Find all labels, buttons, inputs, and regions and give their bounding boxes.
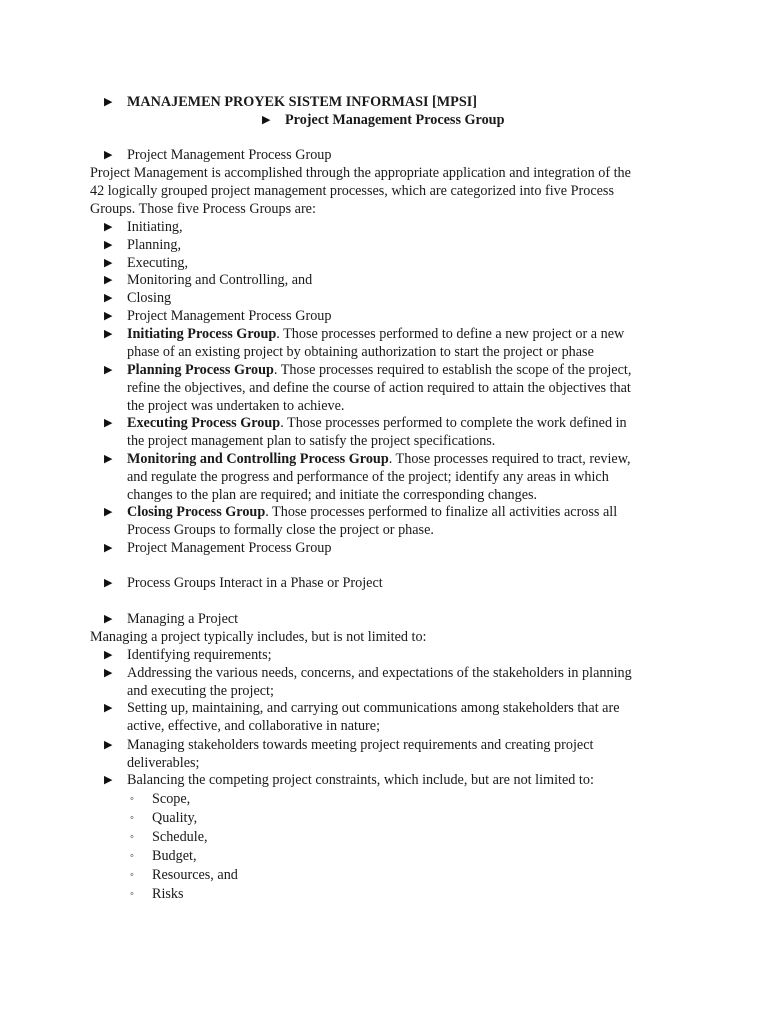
bullet-triangle-icon: ▶	[104, 292, 113, 304]
bullet-circle-icon: ◦	[130, 888, 134, 900]
bullet-circle-icon: ◦	[130, 869, 134, 881]
bullet-triangle-icon: ▶	[104, 257, 113, 269]
bullet-triangle-icon: ▶	[104, 702, 113, 714]
term-label: Initiating Process Group	[127, 326, 277, 342]
bullet-triangle-icon: ▶	[104, 542, 113, 554]
definition-line: phase of an existing project by obtaining authorization to start the project or phase	[127, 344, 594, 360]
definition-text: . Those processes required to tract, review,	[388, 451, 631, 467]
bullet-circle-icon: ◦	[130, 850, 134, 862]
definition-line: changes to the plan are required; and initiate the corresponding changes.	[127, 487, 538, 503]
document-subtitle: Project Management Process Group	[285, 112, 505, 128]
section-heading: Process Groups Interact in a Phase or Project	[127, 575, 383, 591]
bullet-triangle-icon: ▶	[104, 417, 113, 429]
paragraph-line: Project Management is accomplished through the appropriate application and integration of the	[90, 165, 631, 181]
bullet-triangle-icon: ▶	[104, 739, 113, 751]
list-item: Initiating,	[127, 219, 183, 235]
list-item: Planning,	[127, 237, 181, 253]
definition-line: Process Groups to formally close the project or phase.	[127, 522, 434, 538]
list-item: Monitoring and Controlling, and	[127, 272, 313, 288]
list-item: Addressing the various needs, concerns, and expectations of the stakeholders in planning	[127, 665, 632, 681]
definition-executing	[127, 414, 627, 432]
sub-list-item: Quality,	[152, 810, 198, 826]
bullet-triangle-icon: ▶	[104, 453, 113, 465]
bullet-triangle-icon: ▶	[104, 577, 113, 589]
section-heading: Project Management Process Group	[127, 147, 332, 163]
bullet-circle-icon: ◦	[130, 831, 134, 843]
list-item-continuation: deliverables;	[127, 755, 200, 771]
definition-monitoring	[127, 450, 631, 468]
term-label: Planning Process Group	[127, 362, 274, 378]
bullet-circle-icon: ◦	[130, 793, 134, 805]
section-heading: Project Management Process Group	[127, 540, 332, 556]
definition-line: refine the objectives, and define the course of action required to attain the objectives that	[127, 380, 631, 396]
bullet-triangle-icon: ▶	[104, 274, 113, 286]
bullet-triangle-icon: ▶	[104, 328, 113, 340]
definition-line: and regulate the progress and performance of the project; identify any areas in which	[127, 469, 609, 485]
definition-line: the project management plan to satisfy the project specifications.	[127, 433, 496, 449]
definition-line: the project was undertaken to achieve.	[127, 398, 345, 414]
bullet-triangle-icon: ▶	[104, 149, 113, 161]
list-item: Identifying requirements;	[127, 647, 272, 663]
list-item: Executing,	[127, 255, 189, 271]
bullet-triangle-icon: ▶	[104, 667, 113, 679]
list-item: Balancing the competing project constraints, which include, but are not limited to:	[127, 772, 594, 788]
term-label: Closing Process Group	[127, 504, 266, 520]
bullet-triangle-icon: ▶	[104, 649, 113, 661]
bullet-triangle-icon: ▶	[104, 774, 113, 786]
sub-list-item: Budget,	[152, 848, 197, 864]
sub-list-item: Risks	[152, 886, 184, 902]
bullet-triangle-icon: ▶	[104, 506, 113, 518]
list-item: Setting up, maintaining, and carrying out communications among stakeholders that are	[127, 700, 620, 716]
bullet-triangle-icon: ▶	[104, 239, 113, 251]
definition-planning	[127, 361, 631, 379]
bullet-triangle-icon: ▶	[104, 613, 113, 625]
section-heading: Managing a Project	[127, 611, 239, 627]
bullet-triangle-icon: ▶	[104, 96, 113, 108]
term-label: Executing Process Group	[127, 415, 281, 431]
definition-text: . Those processes required to establish the scope of the project,	[273, 362, 632, 378]
paragraph-line: Managing a project typically includes, but is not limited to:	[90, 629, 427, 645]
list-item: Managing stakeholders towards meeting project requirements and creating project	[127, 737, 594, 753]
sub-list-item: Scope,	[152, 791, 191, 807]
definition-closing	[127, 503, 617, 521]
document-title: MANAJEMEN PROYEK SISTEM INFORMASI [MPSI]	[127, 94, 477, 110]
definition-initiating	[127, 325, 624, 343]
list-item-continuation: active, effective, and collaborative in nature;	[127, 718, 381, 734]
paragraph-line: Groups. Those five Process Groups are:	[90, 201, 316, 217]
bullet-triangle-icon: ▶	[104, 221, 113, 233]
list-item: Project Management Process Group	[127, 308, 332, 324]
definition-text: . Those processes performed to define a new project or a new	[276, 326, 625, 342]
list-item-continuation: and executing the project;	[127, 683, 274, 699]
bullet-triangle-icon: ▶	[104, 310, 113, 322]
bullet-circle-icon: ◦	[130, 812, 134, 824]
list-item: Closing	[127, 290, 172, 306]
sub-list-item: Resources, and	[152, 867, 238, 883]
bullet-triangle-icon: ▶	[104, 364, 113, 376]
definition-text: . Those processes performed to complete the work defined in	[280, 415, 627, 431]
sub-list-item: Schedule,	[152, 829, 208, 845]
paragraph-line: 42 logically grouped project management processes, which are categorized into five Process	[90, 183, 614, 199]
bullet-triangle-icon: ▶	[262, 114, 271, 126]
definition-text: . Those processes performed to finalize all activities across all	[265, 504, 618, 520]
term-label: Monitoring and Controlling Process Group	[127, 451, 389, 467]
